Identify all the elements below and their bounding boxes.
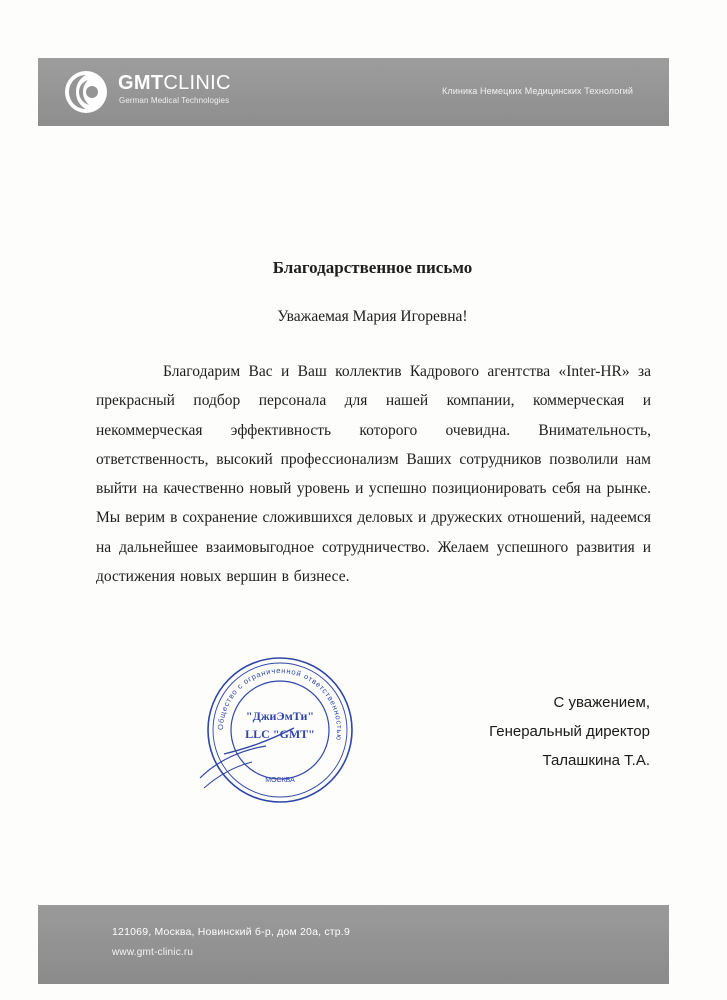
footer-address: 121069, Москва, Новинский б-р, дом 20а, стр.9 [112,926,351,938]
gmt-logo-icon [64,70,108,114]
company-stamp [196,650,364,810]
brand-subtitle: German Medical Technologies [119,96,230,105]
letterhead-header [38,58,669,126]
signature-block [440,688,650,775]
header-tagline: Клиника Немецких Медицинских Технологий [442,86,633,96]
footer-website: www.gmt-clinic.ru [112,947,194,958]
stamp-ring-text: Общество с ограниченной ответственностью [215,665,345,742]
stamp-center-name-ru: "ДжиЭмТи" [245,709,315,723]
signature-position: Генеральный директор [489,723,650,740]
letterhead-footer [38,905,669,984]
signature-closing: С уважением, [553,694,650,711]
letter-body: Благодарим Вас и Ваш коллектив Кадрового агентства «Inter-HR» за прекрасный подбор персонала для нашей компании, коммерческая и некоммерческая эффективность которого очевидна. Внимательность, ответственность, высокий профессионализм Ваших сотрудников позволили нам выйти на качественно новый уровень и успешно позиционировать себя на рынке. Мы верим в сохранение сложившихся деловых и дружеских отношений, надеемся на дальнейшее взаимовыгодное сотрудничество. Желаем успешного развития и достижения новых вершин в бизнесе. [96,363,651,586]
stamp-city: МОСКВА [265,777,295,784]
letter-title: Благодарственное письмо [272,258,473,277]
signature-name: Талашкина Т.А. [542,752,650,769]
letter-salutation: Уважаемая Мария Игоревна! [277,308,468,325]
brand-name: GMTCLINIC [118,72,231,94]
stamp-center-name-en: LLC "GMT" [245,727,315,741]
